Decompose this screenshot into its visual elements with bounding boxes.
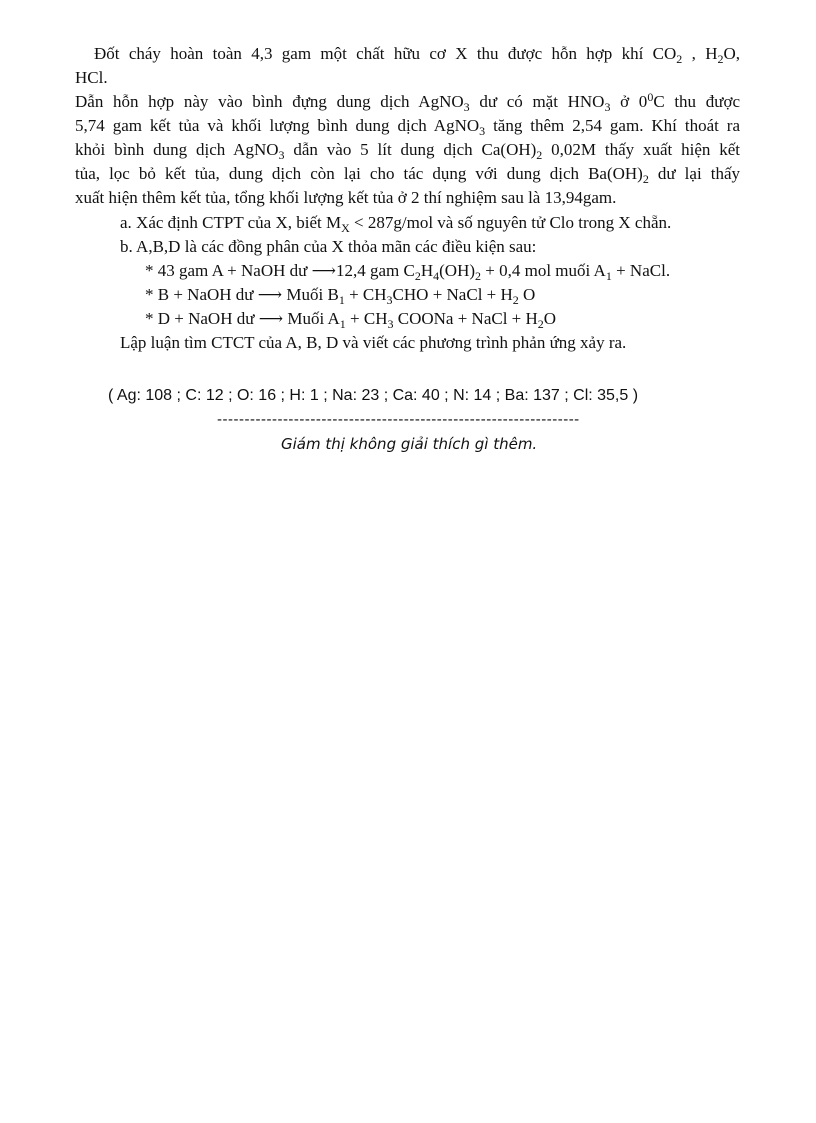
reaction-2 <box>145 283 535 307</box>
superscript: 0 <box>647 90 654 104</box>
text-run: * B + NaOH dư <box>145 285 258 304</box>
text-run: Đốt cháy hoàn toàn 4,3 gam một chất hữu cơ X thu được hỗn hợp khí CO <box>94 44 677 63</box>
subscript: 1 <box>339 317 346 331</box>
subscript: 3 <box>463 100 470 114</box>
text-run: CHO + NaCl + H <box>392 285 513 304</box>
text-run: < 287g/mol và số nguyên tử Clo trong X chẵn. <box>349 213 672 232</box>
subscript: 1 <box>338 293 345 307</box>
subscript: 3 <box>604 100 611 114</box>
text-run: Muối B <box>282 285 339 304</box>
text-run: tủa, lọc bỏ kết tủa, dung dịch còn lại cho tác dụng với dung dịch Ba(OH) <box>75 164 643 183</box>
subscript: X <box>341 221 350 235</box>
arrow-icon: ⟶ <box>258 309 284 328</box>
subscript: 2 <box>642 172 649 186</box>
text-run: + NaCl. <box>611 261 671 280</box>
intro-line-2: HCl. <box>75 68 108 87</box>
text-run: Dẫn hỗn hợp này vào bình đựng dung dịch AgNO <box>75 92 464 111</box>
text-run: COONa + NaCl + H <box>393 309 538 328</box>
part-b: b. A,B,D là các đồng phân của X thỏa mãn các điều kiện sau: <box>120 237 537 256</box>
intro-line-1 <box>94 42 740 66</box>
subscript: 2 <box>676 52 683 66</box>
text-run: , H <box>682 44 718 63</box>
text-run: H <box>420 261 434 280</box>
arrow-icon: ⟶ <box>311 261 336 280</box>
part-a <box>120 211 671 235</box>
arrow-icon: ⟶ <box>257 285 283 304</box>
text-run: + 0,4 mol muối A <box>481 261 606 280</box>
subscript: 2 <box>717 52 724 66</box>
subscript: 3 <box>387 317 394 331</box>
text-run: dư có mặt HNO <box>469 92 605 111</box>
text-run: * 43 gam A + NaOH dư <box>145 261 312 280</box>
separator-line: ------------------------------------------------------------------ <box>217 411 580 428</box>
subscript: 3 <box>278 148 285 162</box>
text-run: 12,4 gam C <box>335 261 415 280</box>
text-run: a. Xác định CTPT của X, biết M <box>120 213 342 232</box>
text-run: Muối A <box>283 309 340 328</box>
reasoning-instruction: Lập luận tìm CTCT của A, B, D và viết các phương trình phản ứng xảy ra. <box>120 333 627 352</box>
text-run: ở 0 <box>610 92 648 111</box>
intro-line-4 <box>75 114 740 138</box>
subscript: 3 <box>479 124 486 138</box>
subscript: 2 <box>536 148 543 162</box>
text-run: C thu được <box>653 92 740 111</box>
reaction-1 <box>145 259 670 283</box>
subscript: 4 <box>433 269 440 283</box>
text-run: dư lại thấy <box>648 164 740 183</box>
text-run: + CH <box>344 285 387 304</box>
text-run: dẫn vào 5 lít dung dịch Ca(OH) <box>284 140 537 159</box>
atomic-masses: ( Ag: 108 ; C: 12 ; O: 16 ; H: 1 ; Na: 23 ; Ca: 40 ; N: 14 ; Ba: 137 ; Cl: 35,5 ) <box>108 387 639 404</box>
reaction-3 <box>145 307 556 331</box>
subscript: 3 <box>386 293 393 307</box>
text-run: 5,74 gam kết tủa và khối lượng bình dung dịch AgNO <box>75 116 480 135</box>
text-run: tăng thêm 2,54 gam. Khí thoát ra <box>485 116 740 135</box>
text-run: khỏi bình dung dịch AgNO <box>75 140 279 159</box>
subscript: 1 <box>605 269 612 283</box>
intro-line-7: xuất hiện thêm kết tủa, tổng khối lượng kết tủa ở 2 thí nghiệm sau là 13,94gam. <box>75 188 617 207</box>
subscript: 2 <box>475 269 482 283</box>
text-run: + CH <box>345 309 388 328</box>
subscript: 2 <box>414 269 421 283</box>
text-run: O <box>518 285 536 304</box>
text-run: * D + NaOH dư <box>145 309 259 328</box>
footer-note: Giám thị không giải thích gì thêm. <box>281 435 538 453</box>
subscript: 2 <box>537 317 544 331</box>
intro-line-3 <box>75 90 740 114</box>
subscript: 2 <box>512 293 519 307</box>
intro-line-5 <box>75 138 740 162</box>
text-run: (OH) <box>439 261 476 280</box>
intro-line-6 <box>75 162 740 186</box>
text-run: O, <box>723 44 740 63</box>
text-run: O <box>543 309 557 328</box>
text-run: 0,02M thấy xuất hiện kết <box>542 140 740 159</box>
